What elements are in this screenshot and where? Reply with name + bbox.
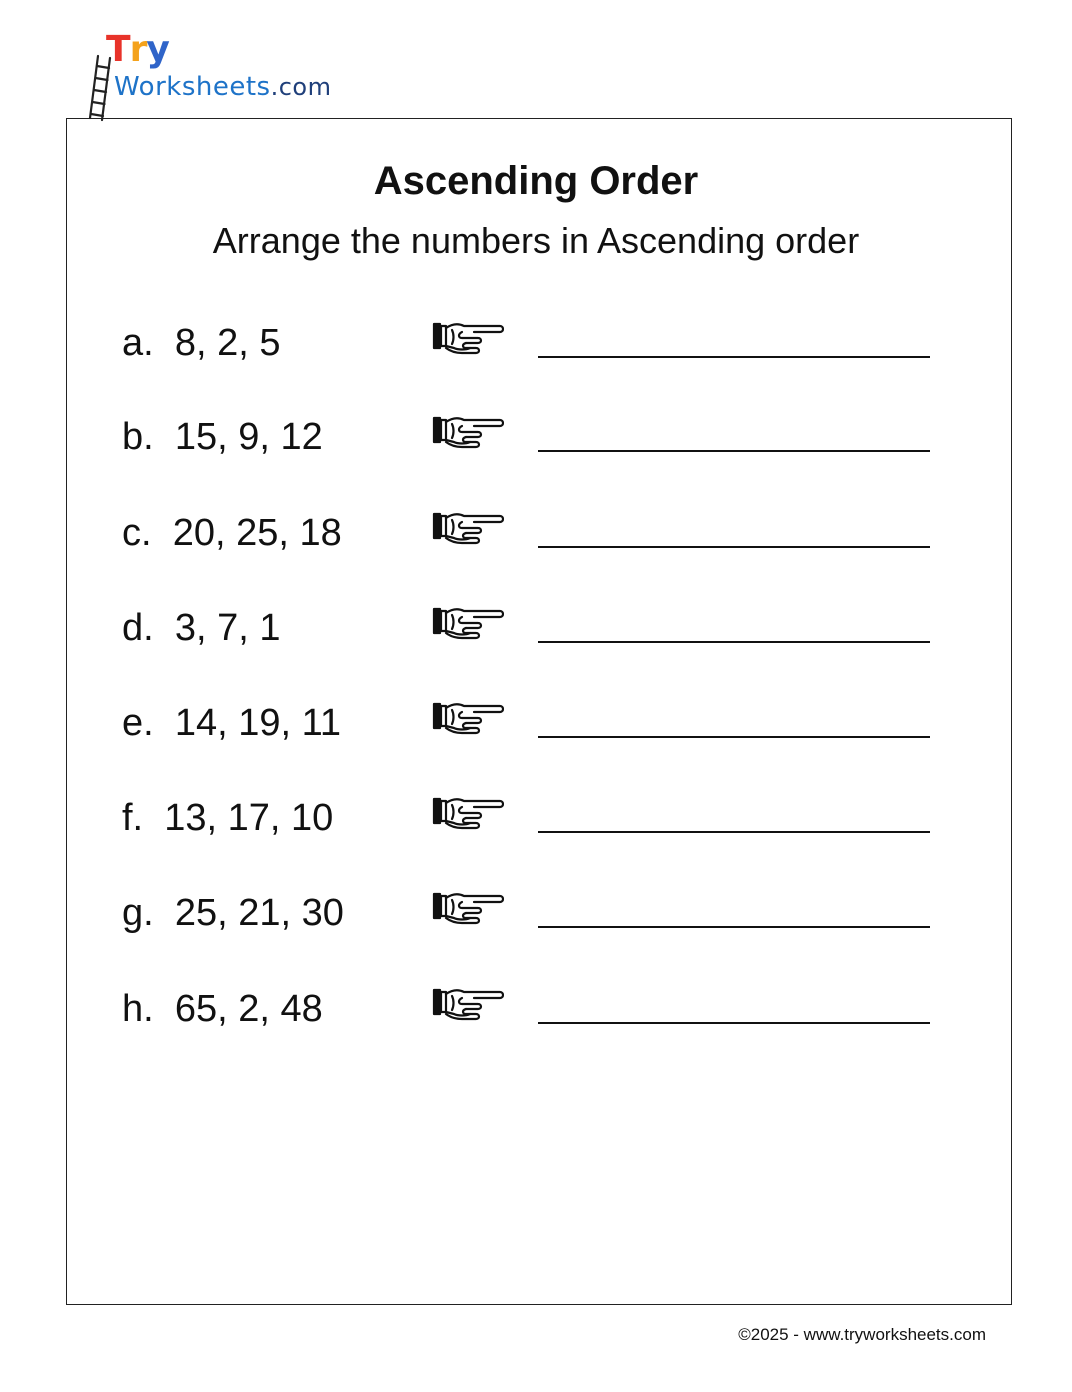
pointing-hand-icon xyxy=(432,510,504,546)
exercise-row xyxy=(0,888,1072,948)
exercise-letter: b. xyxy=(122,416,154,458)
worksheet-title: Ascending Order xyxy=(373,159,699,203)
exercise-letter: d. xyxy=(122,607,154,649)
answer-line[interactable] xyxy=(538,356,930,358)
exercise-row xyxy=(0,793,1072,853)
exercise-number-list: 25, 21, 30 xyxy=(174,892,344,934)
exercise-numbers xyxy=(122,508,342,558)
exercise-row xyxy=(0,698,1072,758)
exercise-number-list: 8, 2, 5 xyxy=(174,322,281,364)
exercise-letter: h. xyxy=(122,988,154,1030)
answer-line[interactable] xyxy=(538,1022,930,1024)
exercise-numbers xyxy=(122,603,280,653)
exercise-number-list: 13, 17, 10 xyxy=(164,797,334,839)
exercise-letter: f. xyxy=(122,797,144,839)
site-logo[interactable] xyxy=(88,30,338,104)
exercise-numbers xyxy=(122,698,341,748)
exercise-row xyxy=(0,508,1072,568)
exercise-numbers xyxy=(122,318,280,368)
logo-worksheets-text: Worksheets xyxy=(114,72,271,102)
answer-line[interactable] xyxy=(538,926,930,928)
exercise-numbers xyxy=(122,793,333,843)
answer-line[interactable] xyxy=(538,546,930,548)
logo-try-text xyxy=(106,30,169,70)
logo-letter-y: y xyxy=(146,29,169,70)
logo-letter-r: r xyxy=(129,29,147,70)
pointing-hand-icon xyxy=(432,795,504,831)
exercise-numbers xyxy=(122,412,323,462)
answer-line[interactable] xyxy=(538,736,930,738)
exercise-letter: g. xyxy=(122,892,154,934)
pointing-hand-icon xyxy=(432,986,504,1022)
logo-wordmark xyxy=(114,72,332,102)
exercise-numbers xyxy=(122,984,323,1034)
exercise-row xyxy=(0,603,1072,663)
answer-line[interactable] xyxy=(538,450,930,452)
pointing-hand-icon xyxy=(432,605,504,641)
exercise-row xyxy=(0,318,1072,378)
exercise-letter: e. xyxy=(122,702,154,744)
exercise-number-list: 65, 2, 48 xyxy=(174,988,323,1030)
pointing-hand-icon xyxy=(432,414,504,450)
exercise-number-list: 20, 25, 18 xyxy=(172,512,342,554)
worksheet-instruction: Arrange the numbers in Ascending order xyxy=(212,220,860,261)
logo-letter-t: T xyxy=(106,29,130,70)
exercise-numbers xyxy=(122,888,344,938)
exercise-row xyxy=(0,984,1072,1044)
exercise-number-list: 3, 7, 1 xyxy=(174,607,281,649)
answer-line[interactable] xyxy=(538,831,930,833)
pointing-hand-icon xyxy=(432,700,504,736)
exercise-number-list: 14, 19, 11 xyxy=(174,702,342,744)
pointing-hand-icon xyxy=(432,320,504,356)
exercise-number-list: 15, 9, 12 xyxy=(174,416,323,458)
copyright-footer: ©2025 - www.tryworksheets.com xyxy=(738,1325,986,1344)
exercise-row xyxy=(0,412,1072,472)
logo-dotcom-text: .com xyxy=(270,73,332,101)
answer-line[interactable] xyxy=(538,641,930,643)
exercise-letter: a. xyxy=(122,322,154,364)
pointing-hand-icon xyxy=(432,890,504,926)
exercise-letter: c. xyxy=(122,512,152,554)
